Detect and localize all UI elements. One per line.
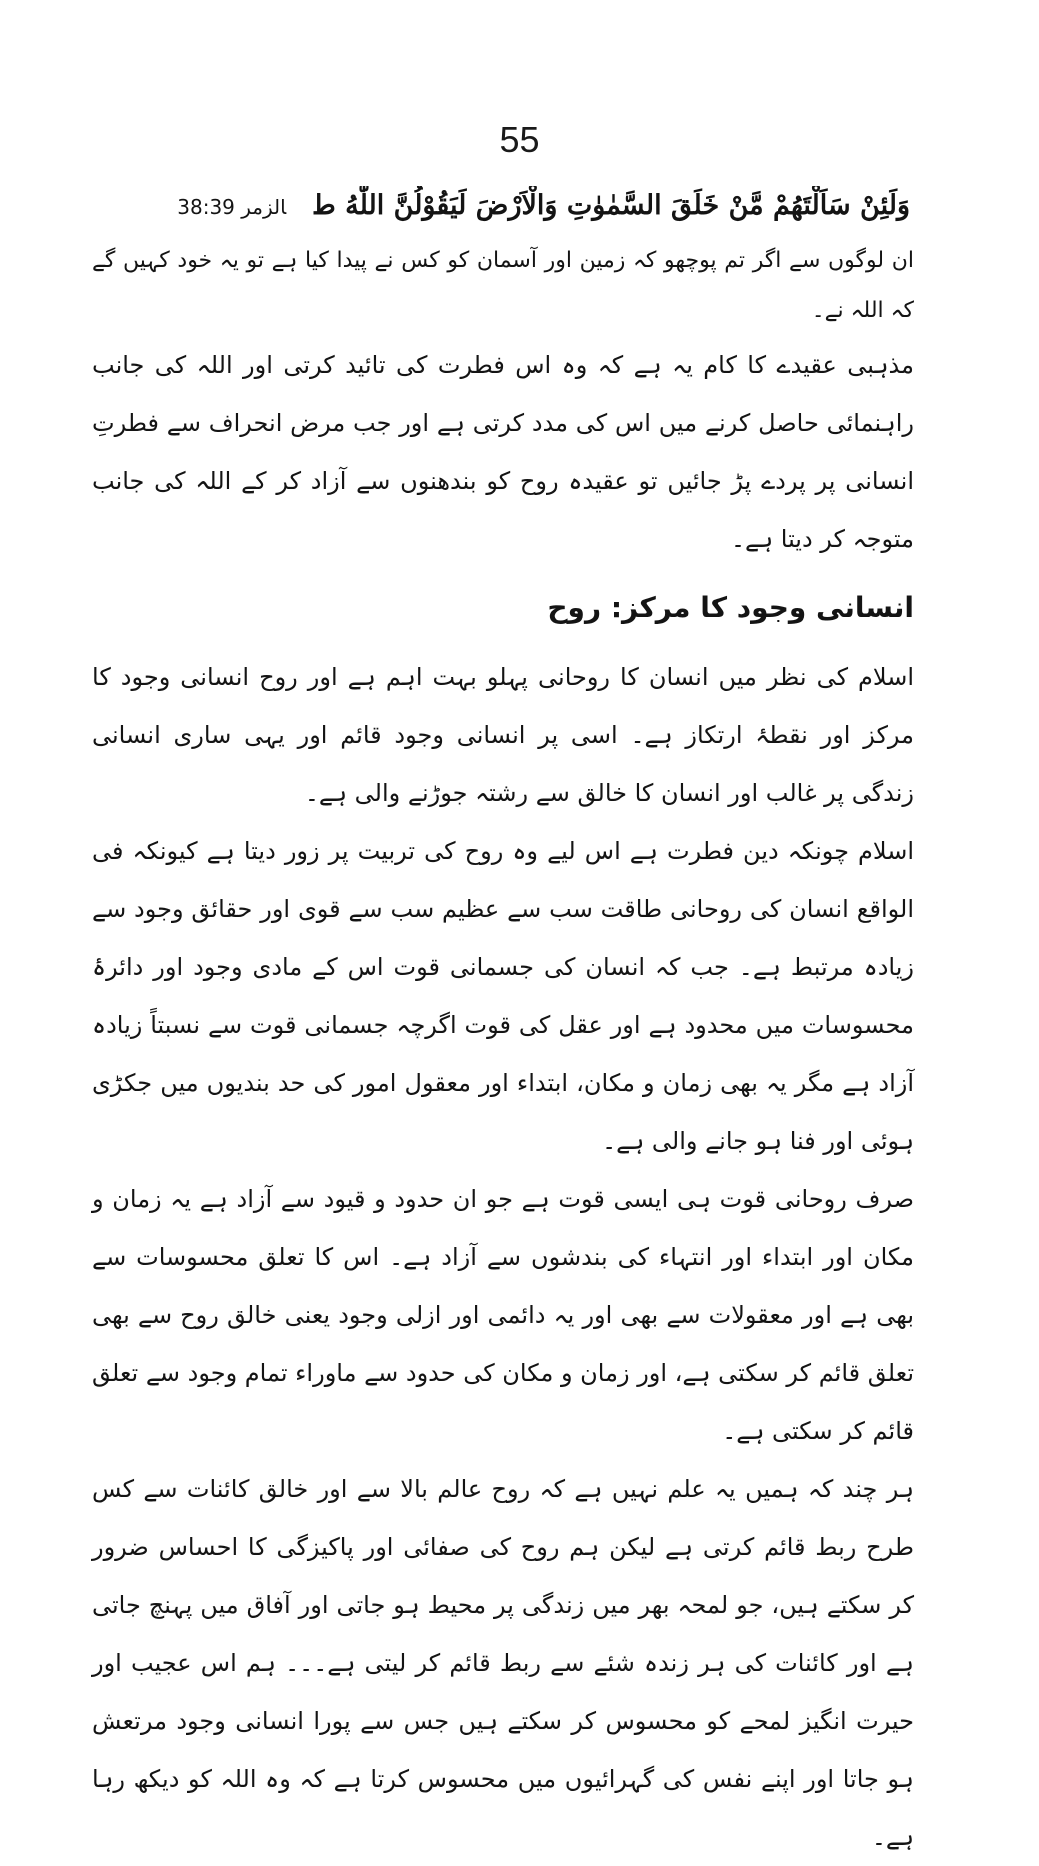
section-heading: انسانی وجود کا مرکز: روح <box>547 591 914 624</box>
body-paragraph: اسلام چونکہ دین فطرت ہے اس لیے وہ روح کی تربیت پر زور دیتا ہے کیونکہ فی الواقع انسان کی روحانی طاقت سب سے عظیم سب سے قوی اور حقائق وجود سے زیادہ مرتبط ہے۔ جب کہ انسان کی جسمانی قوت اس کے مادی وجود اور دائرۂ محسوسات میں محدود ہے اور عقل کی قوت اگرچہ جسمانی قوت سے نسبتاً زیادہ آزاد ہے مگر یہ بھی زمان و مکان، ابتداء اور معقول امور کی حد بندیوں میں جکڑی ہوئی اور فنا ہو جانے والی ہے۔ <box>92 837 914 1155</box>
body-paragraph: ہر چند کہ ہمیں یہ علم نہیں ہے کہ روح عالم بالا سے اور خالق کائنات سے کس طرح ربط قائم کرتی ہے لیکن ہم روح کی صفائی اور پاکیزگی کا احساس ضرور کر سکتے ہیں، جو لمحہ بھر میں زندگی پر محیط ہو جاتی اور آفاق میں پہنچ جاتی ہے اور کائنات کی ہر زندہ شئے سے ربط قائم کر لیتی ہے۔۔۔ ہم اس عجیب اور حیرت انگیز لمحے کو محسوس کر سکتے ہیں جس سے پورا انسانی وجود مرتعش ہو جاتا اور اپنے نفس کی گہرائیوں میں محسوس کرتا ہے کہ وہ اللہ کو دیکھ رہا ہے۔ <box>92 1475 914 1851</box>
body-paragraph: صرف روحانی قوت ہی ایسی قوت ہے جو ان حدود و قیود سے آزاد ہے یہ زمان و مکان اور ابتداء اور انتہاء کی بندشوں سے آزاد ہے۔ اس کا تعلق محسوسات سے بھی ہے اور معقولات سے بھی اور یہ دائمی اور ازلی وجود یعنی خالق روح سے بھی تعلق قائم کر سکتی ہے، اور زمان و مکان کی حدود سے ماوراء تمام وجود سے تعلق قائم کر سکتی ہے۔ <box>92 1185 914 1445</box>
quran-verse-line <box>150 186 910 226</box>
body-paragraph: مذہبی عقیدے کا کام یہ ہے کہ وہ اس فطرت کی تائید کرتی اور اللہ کی جانب راہنمائی حاصل کرنے میں اس کی مدد کرتی ہے اور جب مرض انحراف سے فطرتِ انسانی پر پردے پڑ جائیں تو عقیدہ روح کو بندھنوں سے آزاد کر کے اللہ کی جانب متوجہ کر دیتا ہے۔ <box>92 351 914 553</box>
body-paragraph: اسلام کی نظر میں انسان کا روحانی پہلو بہت اہم ہے اور روح انسانی وجود کا مرکز اور نقطۂ ارتکاز ہے۔ اسی پر انسانی وجود قائم اور یہی ساری انسانی زندگی پر غالب اور انسان کا خالق سے رشتہ جوڑنے والی ہے۔ <box>92 663 914 807</box>
verse-reference: الزمر 38:39 <box>177 195 287 219</box>
quran-verse-arabic: وَلَئِنْ سَاَلْتَهُمْ مَّنْ خَلَقَ السَّمٰوٰتِ وَالْاَرْضَ لَيَقُوْلُنَّ اللّٰهُ ط <box>314 190 910 221</box>
page-body <box>92 236 914 1866</box>
page-number: 55 <box>499 119 540 160</box>
verse-translation: ان لوگوں سے اگر تم پوچھو کہ زمین اور آسمان کو کس نے پیدا کیا ہے تو یہ خود کہیں گے کہ اللہ نے۔ <box>92 248 914 323</box>
